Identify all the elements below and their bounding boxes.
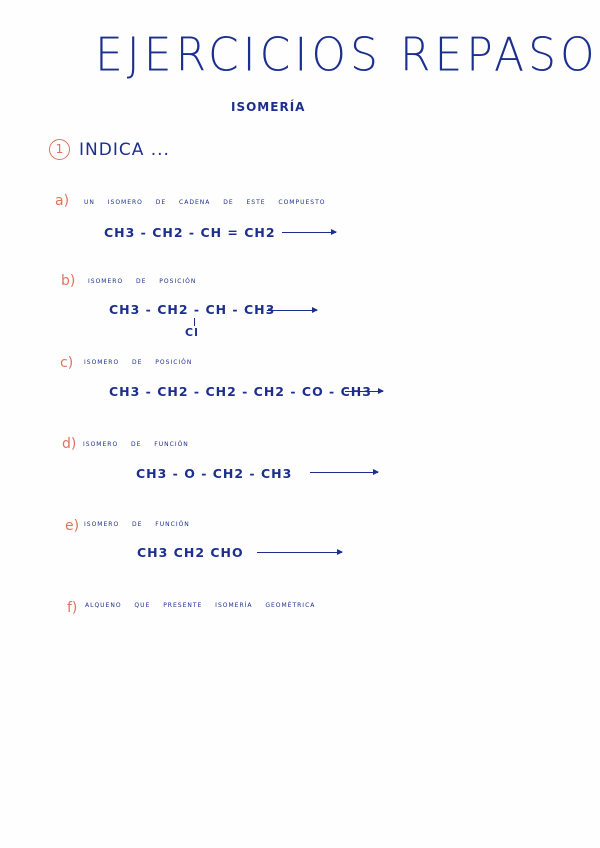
- item-text-f: alqueno que presente isomería geométrica: [85, 600, 316, 610]
- item-text-a: un isomero de cadena de este compuesto: [84, 197, 326, 207]
- formula-e: CH3 CH2 CHO: [137, 545, 244, 560]
- item-label-c: c): [60, 355, 74, 371]
- arrow-e: [257, 552, 342, 553]
- arrow-d: [310, 472, 378, 473]
- item-text-c: isomero de posición: [84, 357, 193, 367]
- page-subtitle: ISOMERÍA: [231, 100, 306, 114]
- arrow-a: [282, 232, 336, 233]
- page-title: EJERCICIOS REPASO: [95, 28, 599, 83]
- item-label-d: d): [62, 436, 77, 452]
- formula-b-branch: Cl: [185, 326, 199, 339]
- formula-b: CH3 - CH2 - CH - CH3: [109, 302, 276, 317]
- formula-a: CH3 - CH2 - CH = CH2: [104, 225, 276, 240]
- formula-d: CH3 - O - CH2 - CH3: [136, 466, 293, 481]
- section-title: INDICA ...: [79, 140, 170, 160]
- branch-bond: [194, 318, 195, 326]
- arrow-b: [267, 310, 317, 311]
- item-label-a: a): [55, 193, 70, 209]
- item-label-e: e): [65, 518, 80, 534]
- item-text-e: isomero de función: [84, 519, 190, 529]
- item-label-f: f): [67, 600, 78, 616]
- item-text-b: isomero de posición: [88, 276, 197, 286]
- item-text-d: isomero de función: [83, 439, 189, 449]
- item-label-b: b): [61, 273, 76, 289]
- section-number-badge: 1: [49, 139, 70, 160]
- formula-c: CH3 - CH2 - CH2 - CH2 - CO - CH3: [109, 384, 372, 399]
- arrow-c: [345, 391, 383, 392]
